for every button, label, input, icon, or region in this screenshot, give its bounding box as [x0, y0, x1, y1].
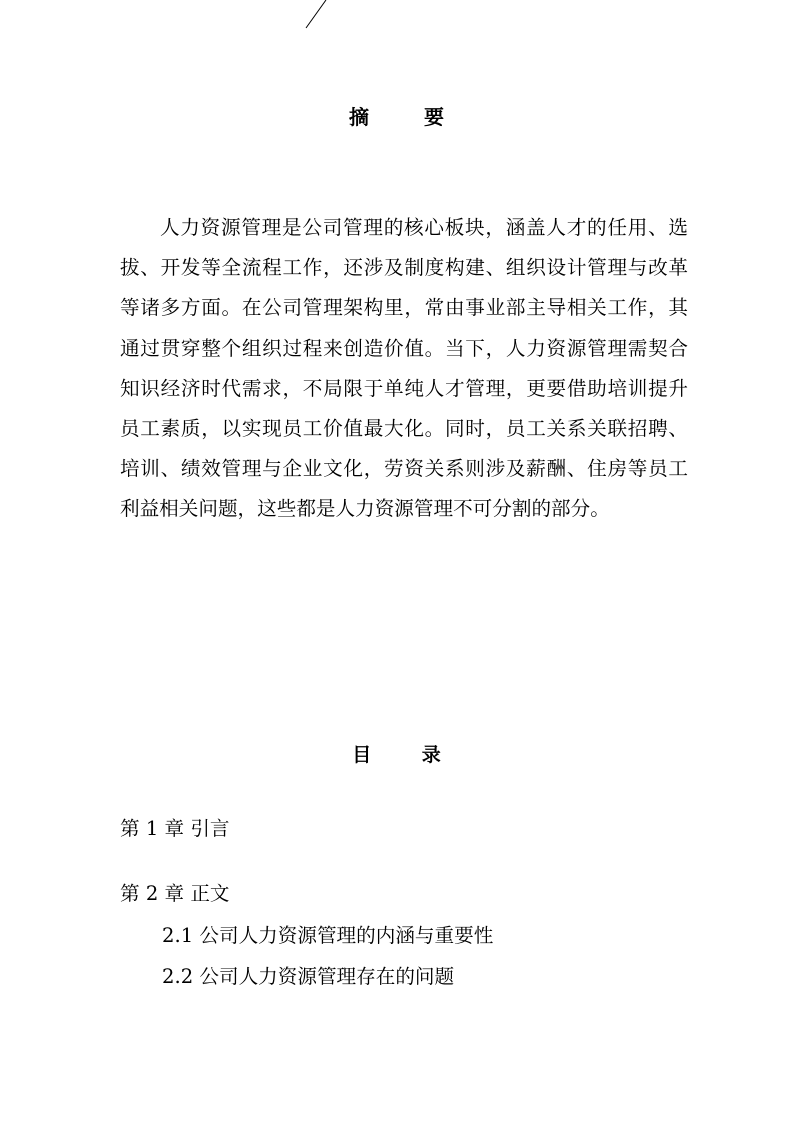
toc-entry-chapter-2[interactable]: 第 2 章 正文 — [120, 882, 230, 905]
toc-entry-section-2-1[interactable]: 2.1 公司人力资源管理的内涵与重要性 — [162, 924, 494, 947]
corner-decoration-line — [300, 0, 330, 30]
toc-entry-section-2-2[interactable]: 2.2 公司人力资源管理存在的问题 — [162, 965, 455, 988]
abstract-title: 摘 要 — [349, 105, 468, 129]
toc-title: 目 录 — [352, 744, 463, 766]
toc-entry-chapter-1[interactable]: 第 1 章 引言 — [120, 817, 230, 840]
abstract-body: 人力资源管理是公司管理的核心板块，涵盖人才的任用、选拔、开发等全流程工作，还涉及制度构建、组织设计管理与改革等诸多方面。在公司管理架构里，常由事业部主导相关工作，其通过贯穿整个组织过程来创造价值。当下，人力资源管理需契合知识经济时代需求，不局限于单纯人才管理，更要借助培训提升员工素质，以实现员工价值最大化。同时，员工关系关联招聘、培训、绩效管理与企业文化，劳资关系则涉及薪酬、住房等员工利益相关问题，这些都是人力资源管理不可分割的部分。 — [120, 216, 688, 521]
